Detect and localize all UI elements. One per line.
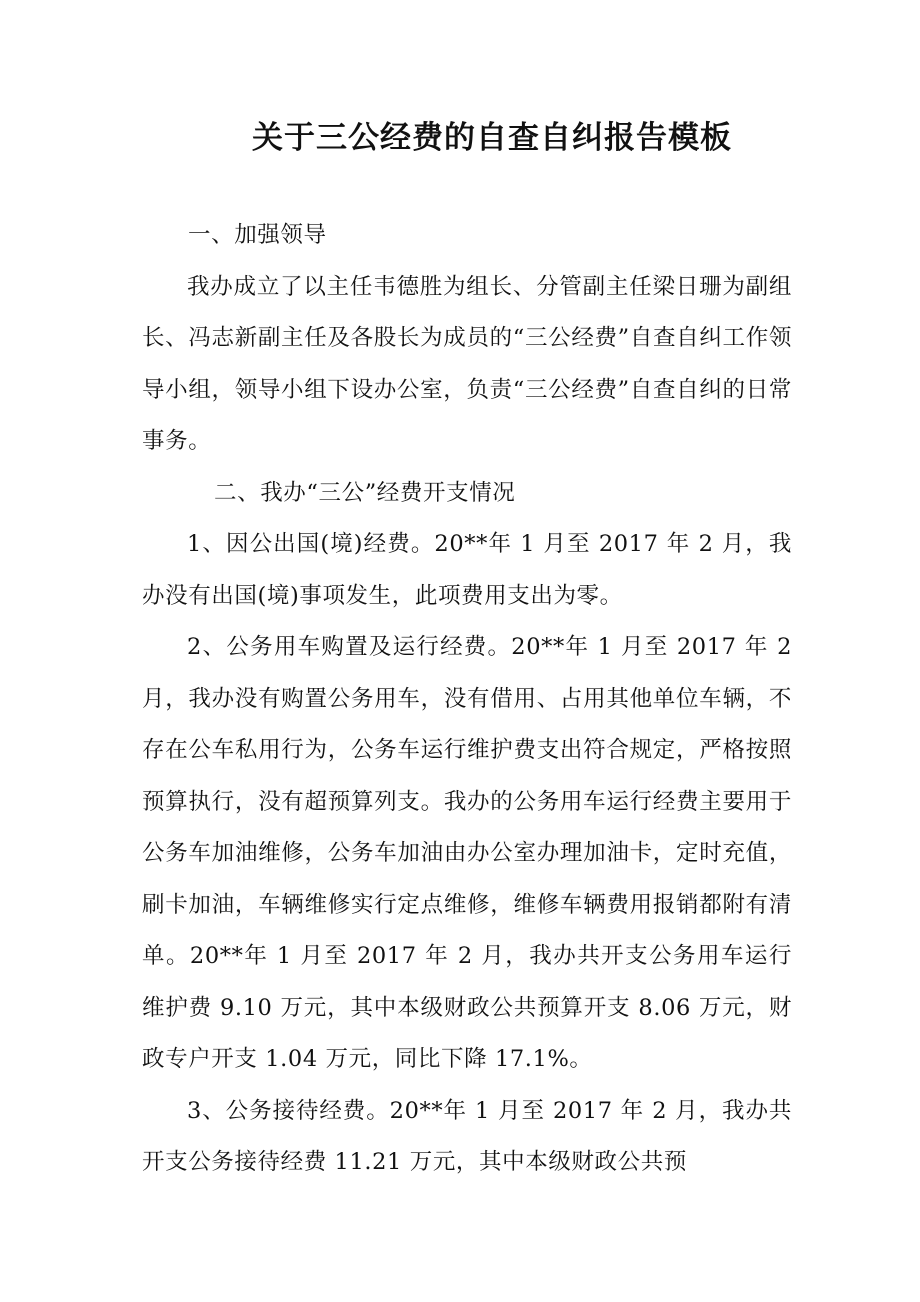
paragraph-overseas-travel: 1、因公出国(境)经费。20**年 1 月至 2017 年 2 月，我办没有出国(境)事项发生，此项费用支出为零。 [142,531,792,609]
paragraph-official-vehicles: 2、公务用车购置及运行经费。20**年 1 月至 2017 年 2 月，我办没有购置公务用车，没有借用、占用其他单位车辆，不存在公车私用行为，公务车运行维护费支出符合规定，严格按照预算执行，没有超预算列支。我办的公务用车运行经费主要用于公务车加油维修，公务车加油由办公室办理加油卡，定时充值，刷卡加油，车辆维修实行定点维修，维修车辆费用报销都附有清单。20**年 1 月至 2017 年 2 月，我办共开支公务用车运行维护费 9.10 万元，其中本级财政公共预算开支 8.06 万元，财政专户开支 1.04 万元，同比下降 17.1%。 [142,634,792,1072]
paragraph-official-reception: 3、公务接待经费。20**年 1 月至 2017 年 2 月，我办共开支公务接待经费 11.21 万元，其中本级财政公共预 [142,1097,792,1175]
document-title: 关于三公经费的自查自纠报告模板 [252,120,732,156]
document-body [142,210,792,1189]
section-heading-expenditure: 二、我办“三公”经费开支情况 [214,479,516,506]
section-heading-leadership: 一、加强领导 [188,222,327,248]
paragraph-leadership-group: 我办成立了以主任韦德胜为组长、分管副主任梁日珊为副组长、冯志新副主任及各股长为成员的“三公经费”自查自纠工作领导小组，领导小组下设办公室，负责“三公经费”自查自纠的日常事务。 [142,273,792,454]
